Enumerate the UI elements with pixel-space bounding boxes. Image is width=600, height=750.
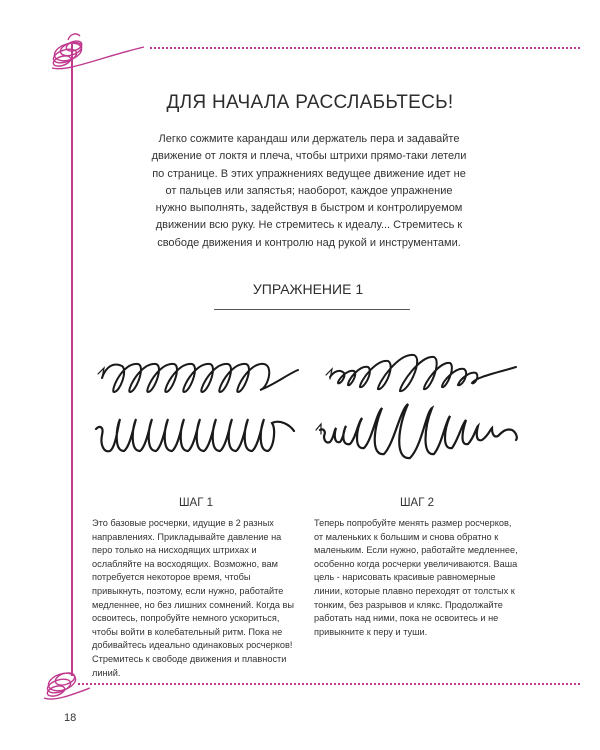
intro-paragraph: Легко сожмите карандаш или держатель пера и задавайте движение от локтя и плеча, чтобы штрихи прямо-таки летели по странице. В этих упражнениях ведущее движение идет не от пальцев или запястья; наоборот, каждое упражнение нужно выполнять, задействуя в быстром и контролируемом движении всю руку. Не стремитесь к идеалу... Стремитесь к свободе движения и контролю над рукой и инструментами. — [151, 133, 467, 249]
page-number: 18 — [64, 712, 77, 724]
corner-flourish-bottom-icon — [34, 658, 94, 708]
exercise-title: УПРАЖНЕНИЕ 1 — [252, 281, 364, 297]
frame-top-dotted-line — [150, 47, 580, 49]
step1-text: Это базовые росчерки, идущие в 2 разных направлениях. Прикладывайте давление на перо только на нисходящих штрихах и ослабляйте на восходящих. Возможно, вам потребуется некоторое время, чтобы привыкнуть, поэтому, если нужно, работайте медленнее, но без лишних сомнений. Когда вы освоитесь, попробуйте немного ускориться, чтобы войти в колебательный ритм. Пока не добивайтесь идеально одинаковых росчерков! Стремитесь к свободе движения и плавности линий. — [92, 518, 294, 678]
page-title: ДЛЯ НАЧАЛА РАССЛАБЬТЕСЬ! — [166, 92, 454, 113]
step2-flourish-row-bottom-icon — [312, 398, 534, 464]
step1-flourish-row-top-icon — [92, 352, 302, 402]
step2-text: Теперь попробуйте менять размер росчерков, от маленьких к большим и снова обратно к маленьким. Если нужно, работайте медленнее, особенно когда росчерки увеличиваются. Ваша цель - нарисовать красивые равномерные линии, которые плавно переходят от толстых к тонким, без разрывов и клякс. Продолжайте работать над ними, пока не освоитесь и не привыкните к перу и туши. — [314, 518, 518, 637]
step1-heading: ШАГ 1 — [178, 497, 214, 509]
step2-heading: ШАГ 2 — [399, 497, 435, 509]
corner-flourish-top-icon — [38, 28, 146, 78]
frame-left-line — [71, 44, 73, 676]
step1-flourish-row-bottom-icon — [90, 405, 300, 463]
step2-flourish-row-top-icon — [320, 345, 532, 400]
frame-bottom-dotted-line — [78, 683, 580, 685]
exercise-title-rule — [214, 309, 410, 310]
